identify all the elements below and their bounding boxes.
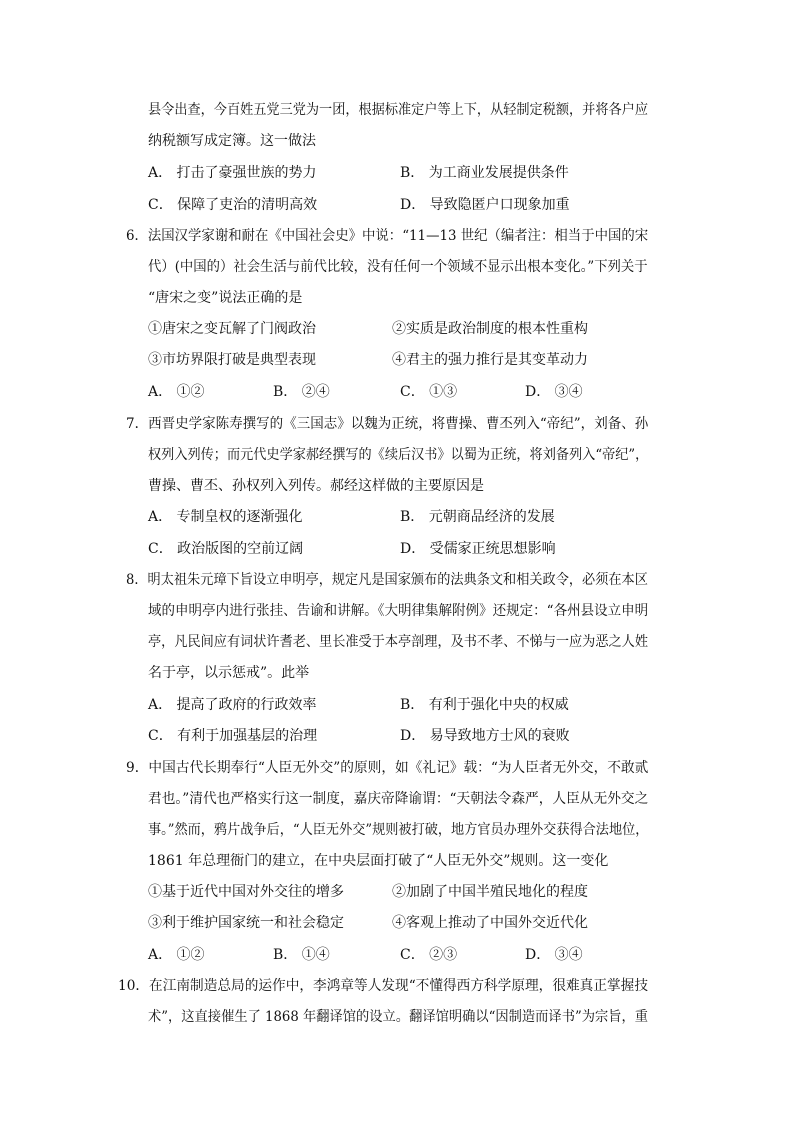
- q9-text-line-4: 1861 年总理衙门的建立，在中央层面打破了“人臣无外交”规则。这一变化: [148, 853, 609, 869]
- q7-option-d: D． 受儒家正统思想影响: [400, 541, 556, 557]
- q8-option-b: B． 有利于强化中央的权威: [400, 697, 569, 713]
- q8-text-line-4: 名于亭，以示惩戒”。此举: [148, 665, 310, 681]
- q9-option-d: D． ③④: [525, 947, 583, 963]
- q10-text-line-2: 术”，这直接催生了 1868 年翻译馆的设立。翻译馆明确以“因制造而译书”为宗旨，重: [148, 1009, 649, 1025]
- q5-option-c: C． 保障了吏治的清明高效: [148, 197, 318, 213]
- q9-text-line-3: 事。”然而，鸦片战争后，“人臣无外交”规则被打破，地方官员办理外交获得合法地位，: [148, 822, 649, 838]
- q7-text-line-3: 曹操、曹丕、孙权列入列传。郝经这样做的主要原因是: [148, 478, 484, 494]
- q8-option-a: A． 提高了政府的行政效率: [148, 697, 317, 713]
- q6-option-b: B． ②④: [273, 384, 330, 400]
- q7-text-line-2: 权列入列传；而元代史学家郝经撰写的《续后汉书》以蜀为正统，将刘备列入“帝纪”，: [148, 447, 649, 463]
- q5-option-b: B． 为工商业发展提供条件: [400, 165, 569, 181]
- q9-statement-3: ③利于维护国家统一和社会稳定: [148, 915, 344, 931]
- q9-statement-2: ②加剧了中国半殖民地化的程度: [392, 884, 588, 900]
- q9-text-line-2: 君也。”清代也严格实行这一制度，嘉庆帝降谕谓：“天朝法令森严，人臣从无外交之: [148, 791, 649, 807]
- q7-text-line-1: 7．西晋史学家陈寿撰写的《三国志》以魏为正统，将曹操、曹丕列入“帝纪”，刘备、孙: [126, 416, 649, 432]
- q6-text-line-2: 代）(中国的）社会生活与前代比较，没有任何一个领域不显示出根本变化。”下列关于: [148, 259, 648, 275]
- q5-text-line-1: 县令出查，今百姓五党三党为一团，根据标准定户等上下，从轻制定税额，并将各户应: [148, 102, 648, 118]
- q9-option-b: B． ①④: [273, 947, 330, 963]
- q6-statement-1: ①唐宋之变瓦解了门阀政治: [148, 321, 316, 337]
- q7-option-c: C． 政治版图的空前辽阔: [148, 541, 304, 557]
- q9-statement-4: ④客观上推动了中国外交近代化: [392, 915, 588, 931]
- q6-text-line-1: 6．法国汉学家谢和耐在《中国社会史》中说：“11—13 世纪（编者注：相当于中国的宋: [126, 228, 649, 244]
- q6-statement-3: ③市坊界限打破是典型表现: [148, 352, 316, 368]
- q9-text-line-1: 9．中国古代长期奉行“人臣无外交”的原则，如《礼记》载：“为人臣者无外交，不敢贰: [126, 760, 649, 776]
- q8-text-line-1: 8．明太祖朱元璋下旨设立申明亭，规定凡是国家颁布的法典条文和相关政令，必须在本区: [126, 572, 648, 588]
- q6-option-a: A． ①②: [148, 384, 205, 400]
- q8-text-line-3: 亭，凡民间应有词状许耆老、里长准受于本亭剖理，及书不孝、不悌与一应为恶之人姓: [148, 634, 648, 650]
- q5-text-line-2: 纳税额写成定簿。这一做法: [148, 133, 316, 149]
- q8-option-d: D． 易导致地方士风的衰败: [400, 728, 570, 744]
- q5-option-a: A． 打击了豪强世族的势力: [148, 165, 317, 181]
- q6-option-d: D． ③④: [525, 384, 583, 400]
- q9-option-c: C． ②③: [400, 947, 458, 963]
- q6-statement-2: ②实质是政治制度的根本性重构: [392, 321, 588, 337]
- q9-option-a: A． ①②: [148, 947, 205, 963]
- q8-text-line-2: 域的申明亭内进行张挂、告谕和讲解。《大明律集解附例》还规定：“各州县设立申明: [148, 603, 649, 619]
- q6-text-line-3: “唐宋之变”说法正确的是: [148, 290, 303, 306]
- q10-text-line-1: 10．在江南制造总局的运作中，李鸿章等人发现“不懂得西方科学原理，很难真正掌握技: [118, 978, 649, 994]
- q5-option-d: D． 导致隐匿户口现象加重: [400, 197, 570, 213]
- q9-statement-1: ①基于近代中国对外交往的增多: [148, 884, 344, 900]
- q7-option-b: B． 元朝商品经济的发展: [400, 509, 555, 525]
- q6-option-c: C． ①③: [400, 384, 458, 400]
- q6-statement-4: ④君主的强力推行是其变革动力: [392, 352, 588, 368]
- q7-option-a: A． 专制皇权的逐渐强化: [148, 509, 303, 525]
- q8-option-c: C． 有利于加强基层的治理: [148, 728, 318, 744]
